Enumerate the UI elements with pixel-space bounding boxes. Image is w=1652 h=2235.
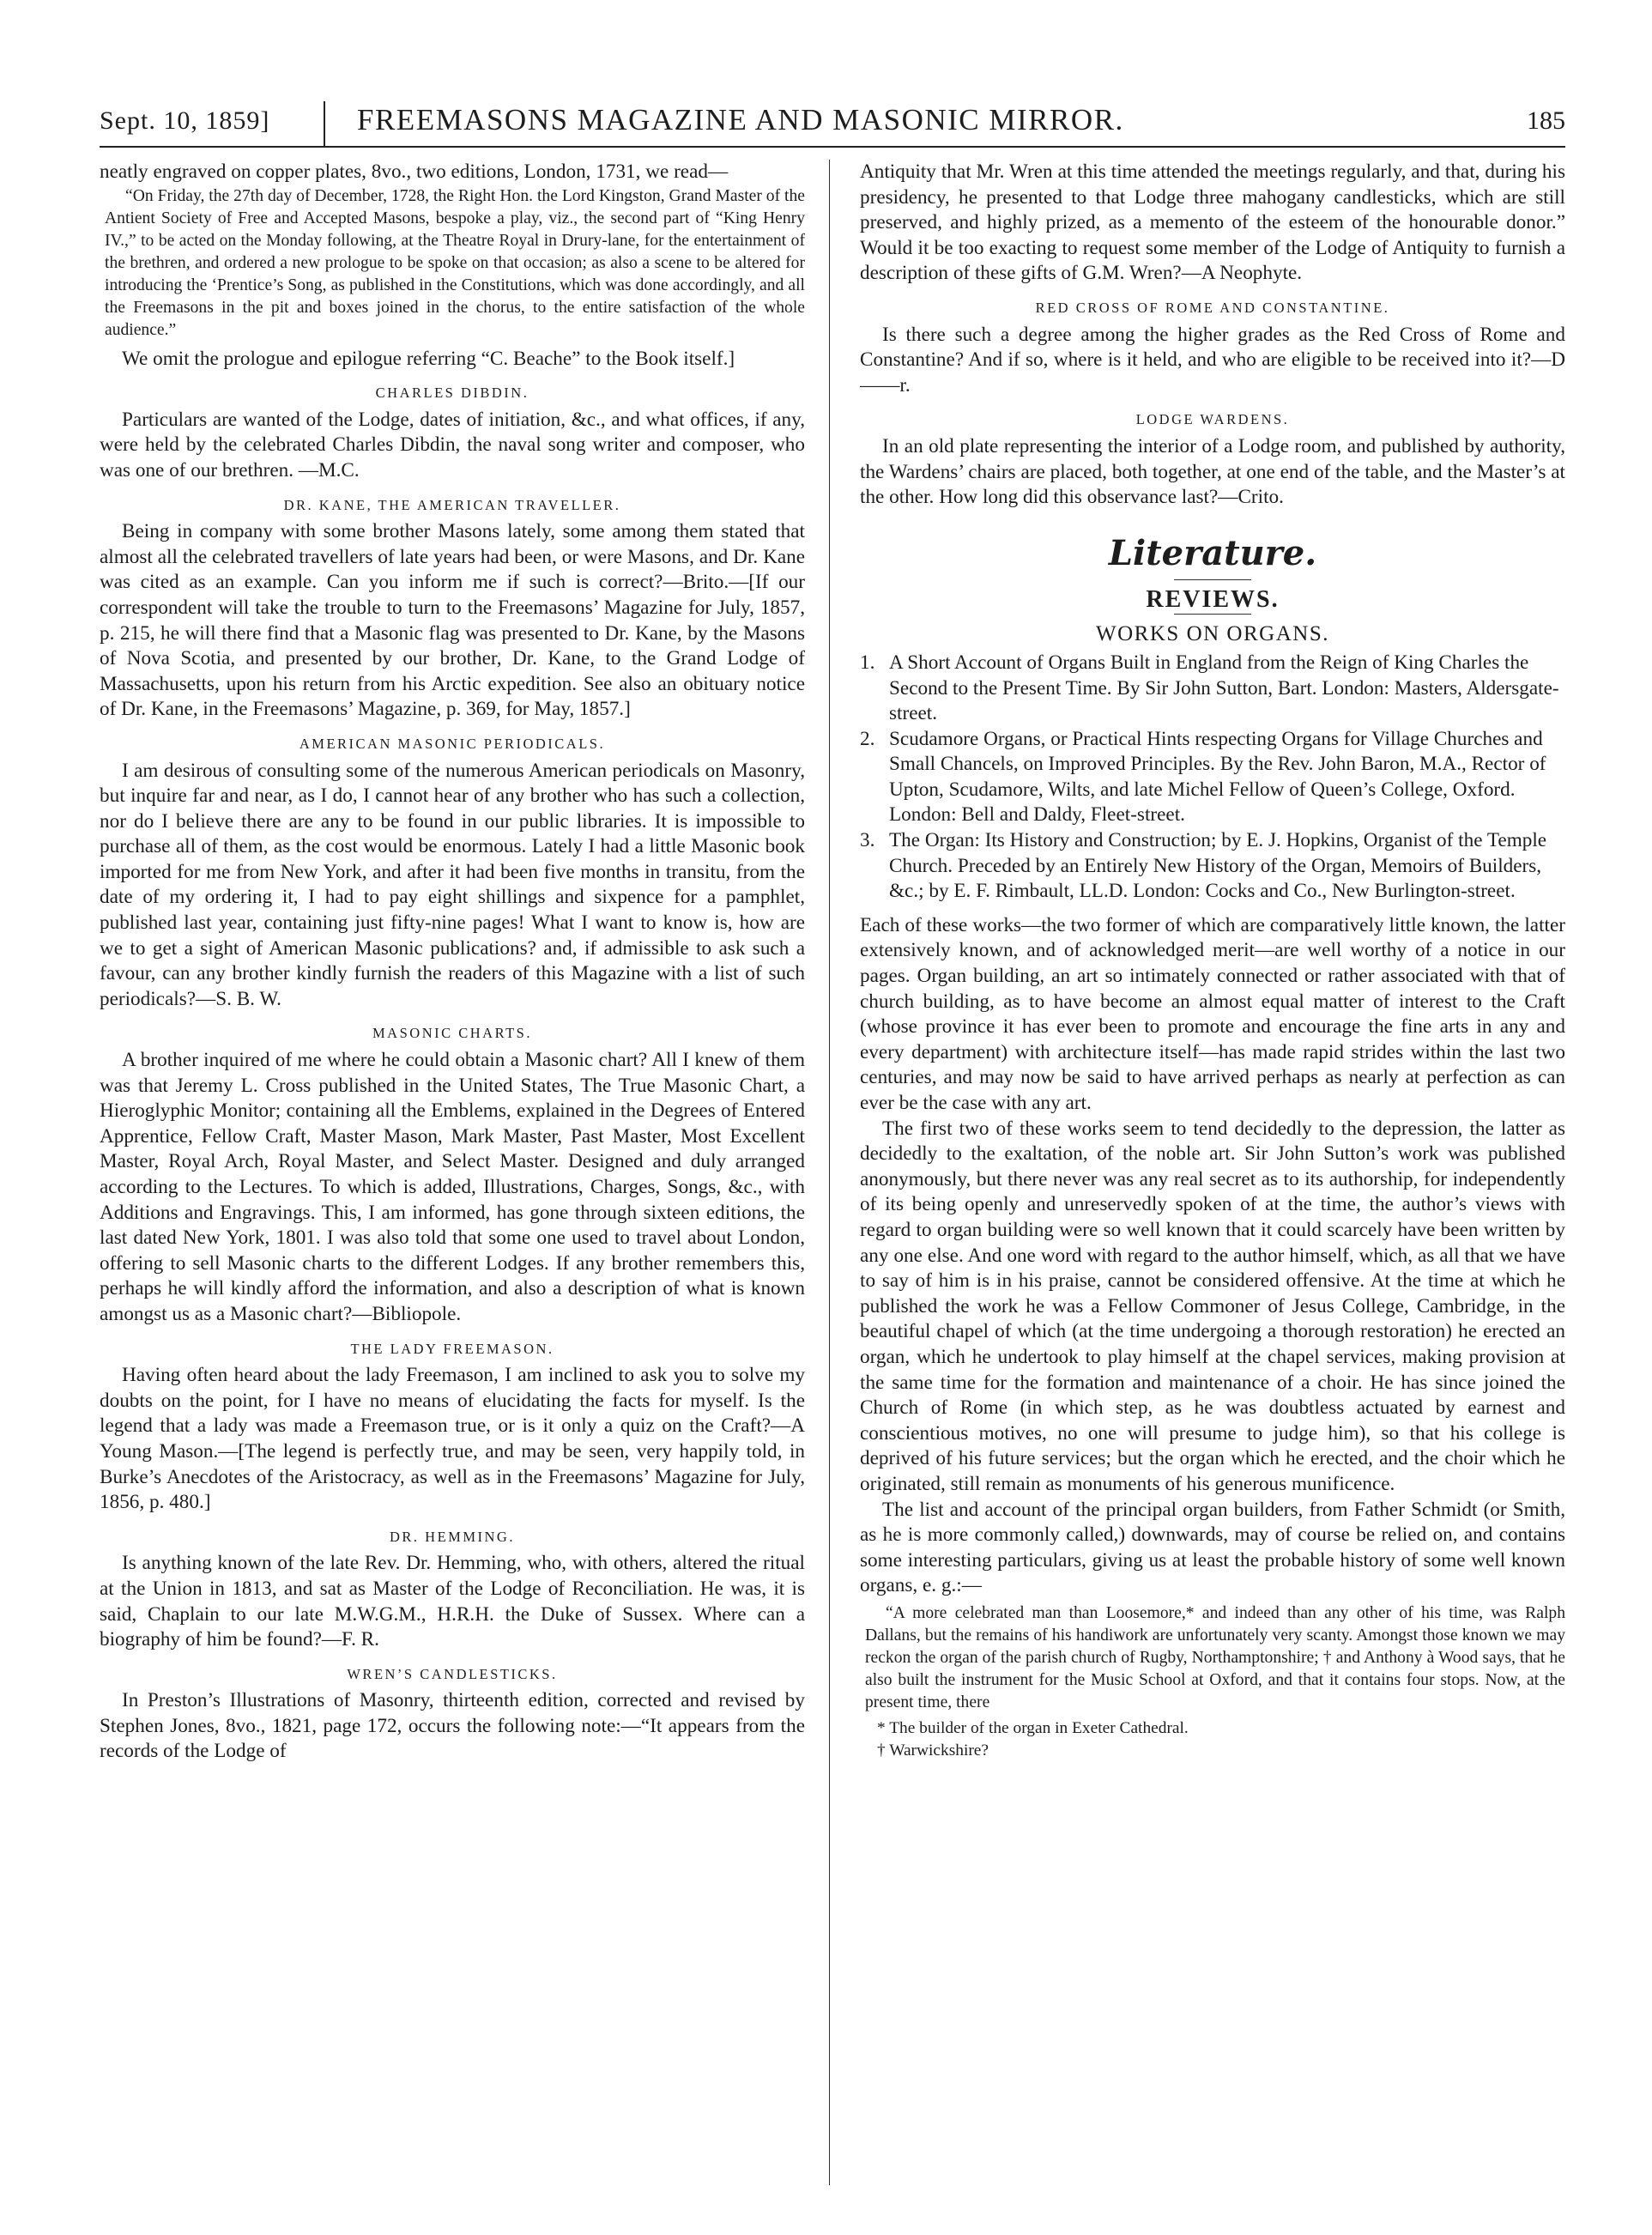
wardens-text: In an old plate representing the interior of a Lodge room, and published by authority, the Wardens’ chairs are placed, both together, at one end of the table, and the Master’s at the other. How long did this observance last?—Crito. — [860, 434, 1565, 509]
periodicals-text: I am desirous of consulting some of the numerous American periodicals on Masonry, but inquire far and near, as I do, I cannot hear of any brother who has such a collection, nor do I believe there are any to be found in our public libraries. It is impossible to purchase all of them, as the cost would be enormous. Lately I had a little Masonic book imported for me from New York, and after it had been five months in transitu, from the date of my ordering it, I had to pay eight shillings and sixpence for a pamphlet, published last year, containing just fifty-nine pages! What I want to know is, how are we to get a sight of American Masonic publications? and, if admissible to ask such a favour, can any brother kindly furnish the readers of this Magazine with a list of such periodicals?—S. B. W. — [100, 759, 805, 1010]
book-number: 2. — [860, 727, 875, 750]
hemming-heading: DR. HEMMING. — [390, 1528, 515, 1545]
book-citation: Scudamore Organs, or Practical Hints respecting Organs for Village Churches and Small Chancels, on Improved Principles. By the Rev. John Baron, M.A., Rector of Upton, Scudamore, Wilts, and late Michel Fellow of Queen’s College, Oxford. London: Bell and Daldy, Fleet-street. — [889, 727, 1546, 827]
book-entry — [860, 727, 1565, 828]
issue-date: Sept. 10, 1859] — [100, 106, 270, 135]
page-header — [100, 101, 1565, 148]
kane-text: Being in company with some brother Masons lately, some among them stated that almost all the celebrated travellers of late years had been, or were Masons, and Dr. Kane was cited as an example. Can you inform me if such is correct?—Brito.—[If our correspondent will take the trouble to turn to the Freemasons’ Magazine for July, 1857, p. 215, he will there find that a Masonic flag was presented to Dr. Kane, by the Masons of Nova Scotia, and presented by our brother, Dr. Kane, to the Grand Lodge of Massachusetts, upon his return from his Arctic expedition. See also an obituary notice of Dr. Kane, in the Freemasons’ Magazine, p. 369, for May, 1857.] — [100, 520, 805, 721]
literature-title: Literature. — [1108, 532, 1317, 573]
intro-line: neatly engraved on copper plates, 8vo., two editions, London, 1731, we read— — [100, 161, 729, 183]
wardens-heading: LODGE WARDENS. — [1135, 411, 1290, 428]
theatre-quote: “On Friday, the 27th day of December, 1728, the Right Hon. the Lord Kingston, Grand Master of the Antient Society of Free and Accepted Masons, bespoke a play, viz., the second part of “King Henry IV.,” to be acted on the Monday following, at the Theatre Royal in Drury-lane, for the entertainment of the brethren, and ordered a new prologue to be spoke on that occasion; as also a scene to be altered for introducing the ‘Prentice’s Song, as published in the Constitutions, which was done accordingly, and all the Freemasons in the pit and boxes joined in the chorus, to the entire satisfaction of the whole audience.” — [105, 186, 805, 339]
review-paragraph-3: The list and account of the principal organ builders, from Father Schmidt (or Smith, as he is more commonly called,) downwards, may of course be relied on, and contains some interesting particulars, giving us at least the probable history of some well known organs, e. g.:— — [860, 1498, 1565, 1597]
literature-rule — [1174, 579, 1251, 580]
lady-heading: THE LADY FREEMASON. — [350, 1340, 554, 1357]
dallans-quote: “A more celebrated man than Loosemore,* and indeed than any other of his time, was Ralph Dallans, but the remains of his handiwork are unfortunately very scanty. Amongst those known we may reckon the organ of the parish church of Rugby, Northamptonshire; † and Anthony à Wood says, that he also built the instrument for the Music School at Oxford, and that it contains four stops. Now, at the present time, there — [865, 1603, 1565, 1711]
periodicals-heading: AMERICAN MASONIC PERIODICALS. — [299, 735, 606, 752]
hemming-text: Is anything known of the late Rev. Dr. Hemming, who, with others, altered the ritual at the Union in 1813, and sat as Master of the Lodge of Reconciliation. He was, it is said, Chaplain to our late M.W.G.M., H.R.H. the Duke of Sussex. Where can a biography of him be found?—F. R. — [100, 1552, 805, 1651]
left-column — [100, 160, 805, 2185]
book-entry — [860, 828, 1565, 905]
redcross-heading: RED CROSS OF ROME AND CONSTANTINE. — [1035, 299, 1390, 316]
wren-continued: Antiquity that Mr. Wren at this time attended the meetings regularly, and that, during his presidency, he presented to that Lodge three mahogany candlesticks, which are still preserved, and highly prized, as a memento of the esteem of the honourable donor.” Would it be too exacting to request some member of the Lodge of Antiquity to furnish a description of these gifts of G.M. Wren?—A Neophyte. — [860, 161, 1565, 285]
book-citation: A Short Account of Organs Built in England from the Reign of King Charles the Second to the Present Time. By Sir John Sutton, Bart. London: Masters, Aldersgate-street. — [889, 651, 1559, 725]
lady-text: Having often heard about the lady Freemason, I am inclined to ask you to solve my doubts on the point, for I have no means of elucidating the facts for myself. Is the legend that a lady was made a Freemason true, or is it only a quiz on the Craft?—A Young Mason.—[The legend is perfectly true, and may be seen, very happily told, in Burke’s Anecdotes of the Aristocracy, as well as in the Freemasons’ Magazine for July, 1856, p. 480.] — [100, 1364, 805, 1514]
column-rule — [829, 160, 830, 2185]
redcross-text: Is there such a degree among the higher grades as the Red Cross of Rome and Constantine? And if so, where is it held, and who are eligible to be received into it?—D——r. — [860, 323, 1565, 397]
reviews-title: REVIEWS. — [1146, 585, 1280, 613]
omit-note: We omit the prologue and epilogue referring “C. Beache” to the Book itself.] — [122, 347, 735, 370]
dibdin-text: Particulars are wanted of the Lodge, dates of initiation, &c., and what offices, if any, were held by the celebrated Charles Dibdin, the naval song writer and composer, who was one of our brethren. —M.C. — [100, 408, 805, 482]
works-title: WORKS ON ORGANS. — [1096, 622, 1329, 646]
review-paragraph-2: The first two of these works seem to tend decidedly to the depression, the latter as decidedly to the exaltation, of the noble art. Sir John Sutton’s work was published anonymously, but there never was any real secret as to its authorship, for independently of its being openly and unreservedly spoken of at the time, the author’s views with regard to organ building were so well known that it could scarcely have been written by any one else. And one word with regard to the author himself, which, as all that we have to say of him is in his praise, cannot be considered offensive. At the time at which he published the work he was a Fellow Commoner of Jesus College, Cambridge, in the beautiful chapel of which (at the time undergoing a thorough restoration) he erected an organ, which he undertook to play himself at the chapel services, making provision at the same time for the formation and maintenance of a choir. He has since joined the Church of Rome (in which step, as he was doubtless actuated by earnest and conscientious motives, no one will presume to judge him), so that his college is deprived of his future services; but the organ which he erected, and the choir which he originated, still remain as monuments of his generous munificence. — [860, 1117, 1565, 1495]
reviews-rule — [1174, 614, 1251, 615]
book-entry — [860, 651, 1565, 727]
footnote-2: † Warwickshire? — [877, 1741, 989, 1760]
dibdin-heading: CHARLES DIBDIN. — [375, 385, 529, 402]
book-number: 3. — [860, 829, 875, 852]
magazine-title: FREEMASONS MAGAZINE AND MASONIC MIRROR. — [357, 103, 1124, 136]
book-number: 1. — [860, 651, 875, 674]
page-number: 185 — [1527, 106, 1565, 135]
kane-heading: DR. KANE, THE AMERICAN TRAVELLER. — [283, 496, 621, 513]
charts-text: A brother inquired of me where he could obtain a Masonic chart? All I knew of them was that Jeremy L. Cross published in the United States, The True Masonic Chart, a Hieroglyphic Monitor; containing all the Emblems, explained in the Degrees of Entered Apprentice, Fellow Craft, Master Mason, Mark Master, Past Master, Most Excellent Master, Royal Arch, Royal Master, and Select Master. Designed and duly arranged according to the Lectures. To which is added, Illustrations, Charges, Songs, &c., with Additions and Engravings. This, I am informed, has gone through sixteen editions, the last dated New York, 1801. I was also told that some one used to travel about London, offering to sell Masonic charts to the different Lodges. If any brother remembers this, perhaps he will kindly afford the information, and also a description of what is known amongst us as a Masonic chart?—Bibliopole. — [100, 1049, 805, 1325]
wren-text: In Preston’s Illustrations of Masonry, thirteenth edition, corrected and revised by Stephen Jones, 8vo., 1821, page 172, occurs the following note:—“It appears from the records of the Lodge of — [100, 1689, 805, 1763]
review-paragraph-1: Each of these works—the two former of which are comparatively little known, the latter extensively known, and of acknowledged merit—are well worthy of a notice in our pages. Organ building, an art so intimately connected or rather associated with that of church building, as to have become an almost equal matter of interest to the Craft (whose province it has ever been to promote and encourage the fine arts in any and every department) with architecture itself—has made rapid strides within the last two centuries, and may now be said to have arrived perhaps as nearly at perfection as can ever be the case with any art. — [860, 913, 1565, 1114]
charts-heading: MASONIC CHARTS. — [372, 1025, 532, 1042]
book-citation: The Organ: Its History and Construction; by E. J. Hopkins, Organist of the Temple Church. Preceded by an Entirely New History of the Organ, Memoirs of Builders, &c.; by E. F. Rimbault, LL.D. London: Cocks and Co., New Burlington-street. — [889, 829, 1547, 903]
header-divider — [324, 101, 325, 146]
right-column — [860, 160, 1565, 2185]
footnote-1: * The builder of the organ in Exeter Cathedral. — [877, 1718, 1189, 1737]
wren-heading: WREN’S CANDLESTICKS. — [347, 1665, 558, 1682]
